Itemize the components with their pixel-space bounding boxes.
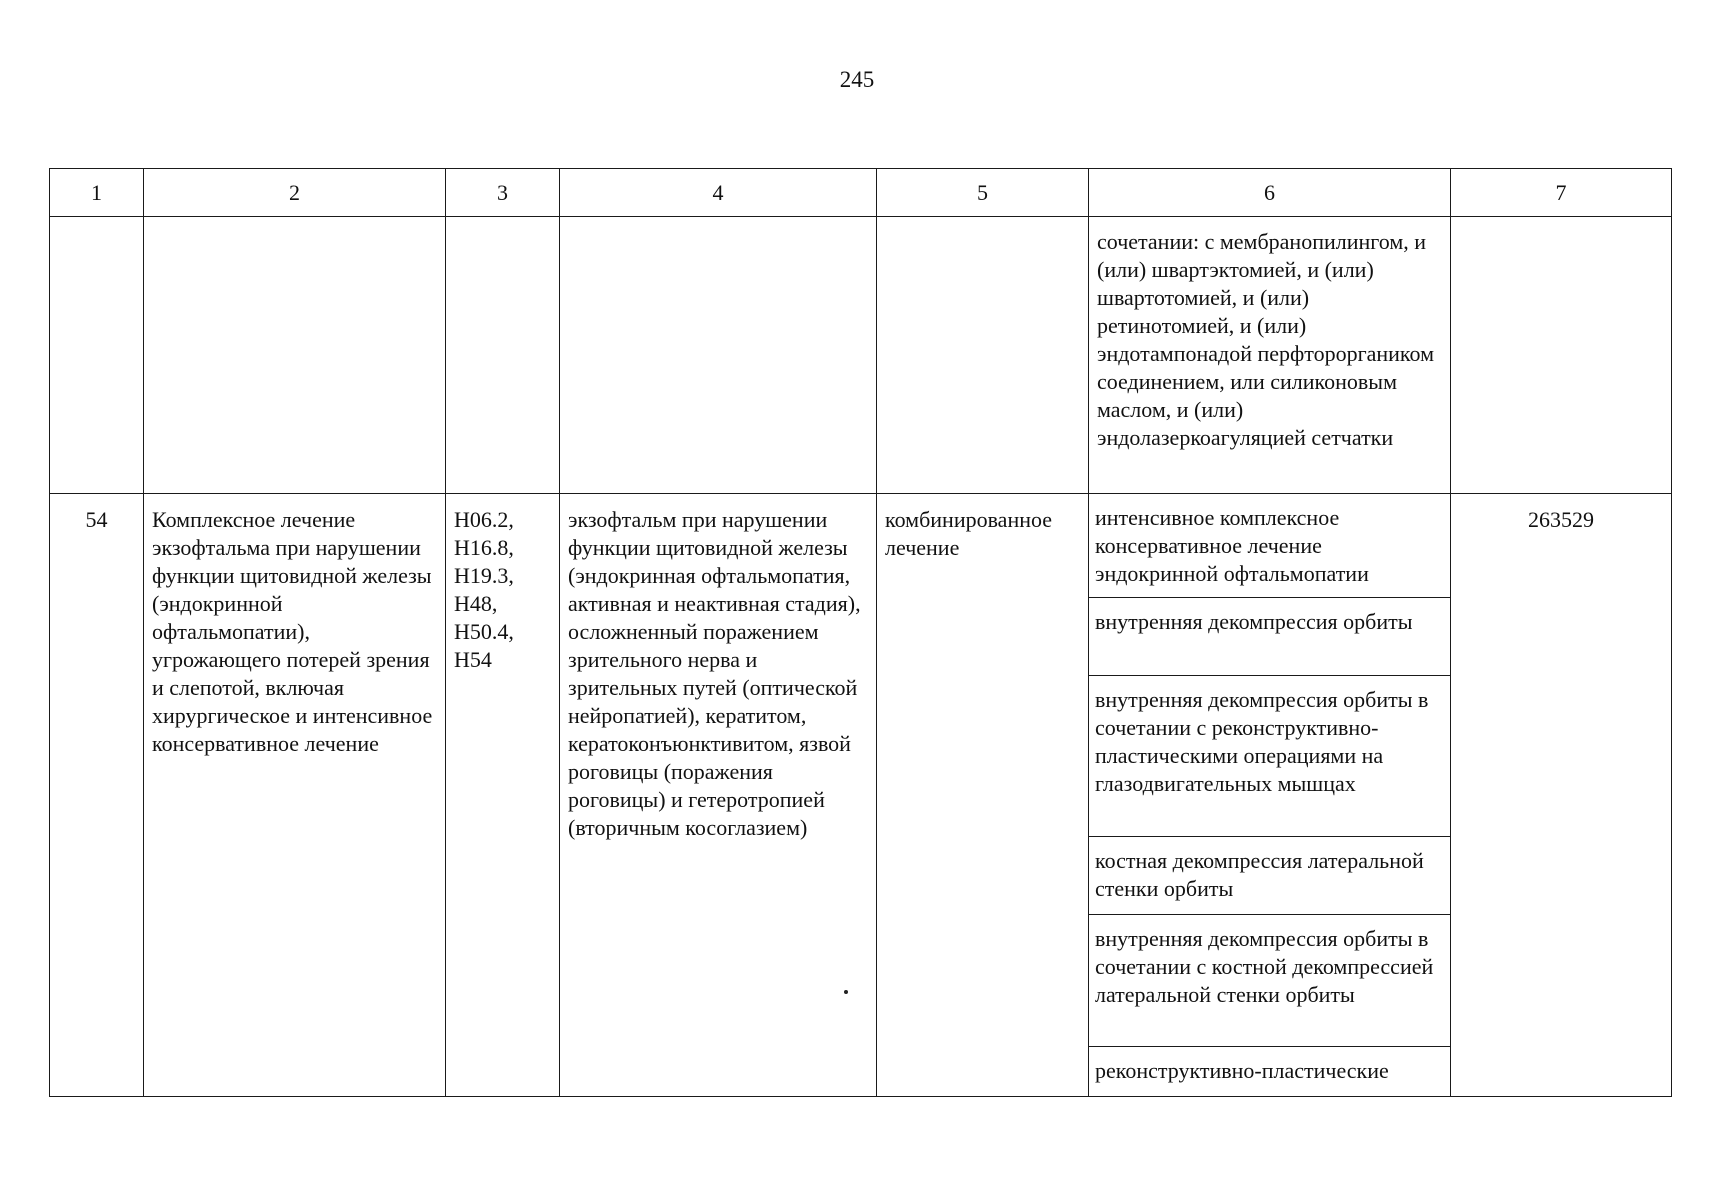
header-row	[50, 169, 1672, 217]
continuation-row	[50, 217, 1672, 494]
table-row-54	[50, 494, 1672, 1097]
cost-value: 263529	[1528, 507, 1594, 532]
row-number-cell	[50, 494, 144, 1097]
method-item: реконструктивно-пластические	[1095, 1058, 1389, 1083]
empty-cell	[560, 217, 877, 494]
patient-model: экзофтальм при нарушении функции щитовидной железы (эндокринная офтальмопатия, активная и неактивная стадия), осложненный поражением зрительного нерва и зрительных путей (оптической нейропатией), кератитом, кератоконъюнктивитом, язвой роговицы (поражения роговицы) и гетеротропией (вторичным косоглазием)	[568, 507, 861, 840]
patient-model-cell	[560, 494, 877, 1097]
scan-speck	[844, 990, 848, 994]
header-col-7: 7	[1451, 169, 1672, 217]
method-item: внутренняя декомпрессия орбиты в сочетании с костной декомпрессией латеральной стенки орбиты	[1089, 915, 1450, 1047]
empty-cell	[50, 217, 144, 494]
treatment-type: комбинированное лечение	[885, 507, 1053, 560]
header-col-3: 3	[446, 169, 560, 217]
method-item: интенсивное комплексное консервативное лечение эндокринной офтальмопатии	[1089, 494, 1450, 598]
icd-codes: H06.2, H16.8, H19.3, H48, H50.4, H54	[454, 507, 514, 672]
methods-cell	[1089, 494, 1451, 1097]
header-col-4: 4	[560, 169, 877, 217]
empty-cell	[144, 217, 446, 494]
header-col-1: 1	[50, 169, 144, 217]
cost-cell	[1451, 494, 1672, 1097]
header-col-5: 5	[877, 169, 1089, 217]
care-name-cell	[144, 494, 446, 1097]
method-continuation-cell	[1089, 217, 1451, 494]
empty-cell	[877, 217, 1089, 494]
empty-cell	[446, 217, 560, 494]
method-item: внутренняя декомпрессия орбиты в сочетании с реконструктивно-пластическими операциями на глазодвигательных мышцах	[1089, 676, 1450, 837]
header-col-6: 6	[1089, 169, 1451, 217]
care-name: Комплексное лечение экзофтальма при нарушении функции щитовидной железы (эндокринной офтальмопатии), угрожающего потерей зрения и слепотой, включая хирургическое и интенсивное консервативное лечение	[152, 507, 433, 756]
header-col-2: 2	[144, 169, 446, 217]
method-item: костная декомпрессия латеральной стенки орбиты	[1089, 837, 1450, 915]
treatment-type-cell	[877, 494, 1089, 1097]
medical-care-table	[49, 168, 1672, 1097]
row-number: 54	[85, 507, 108, 532]
icd-codes-cell	[446, 494, 560, 1097]
method-continuation-text: сочетании: с мембранопилингом, и (или) швартэктомией, и (или) швартотомией, и (или) ретинотомией, и (или) эндотампонадой перфтороргаником соединением, или силиконовым маслом, и (или) эндолазеркоагуляцией сетчатки	[1097, 229, 1434, 450]
methods-list	[1089, 494, 1450, 1096]
empty-cell	[1451, 217, 1672, 494]
page-number: 245	[839, 67, 875, 92]
method-item: внутренняя декомпрессия орбиты	[1089, 598, 1450, 676]
